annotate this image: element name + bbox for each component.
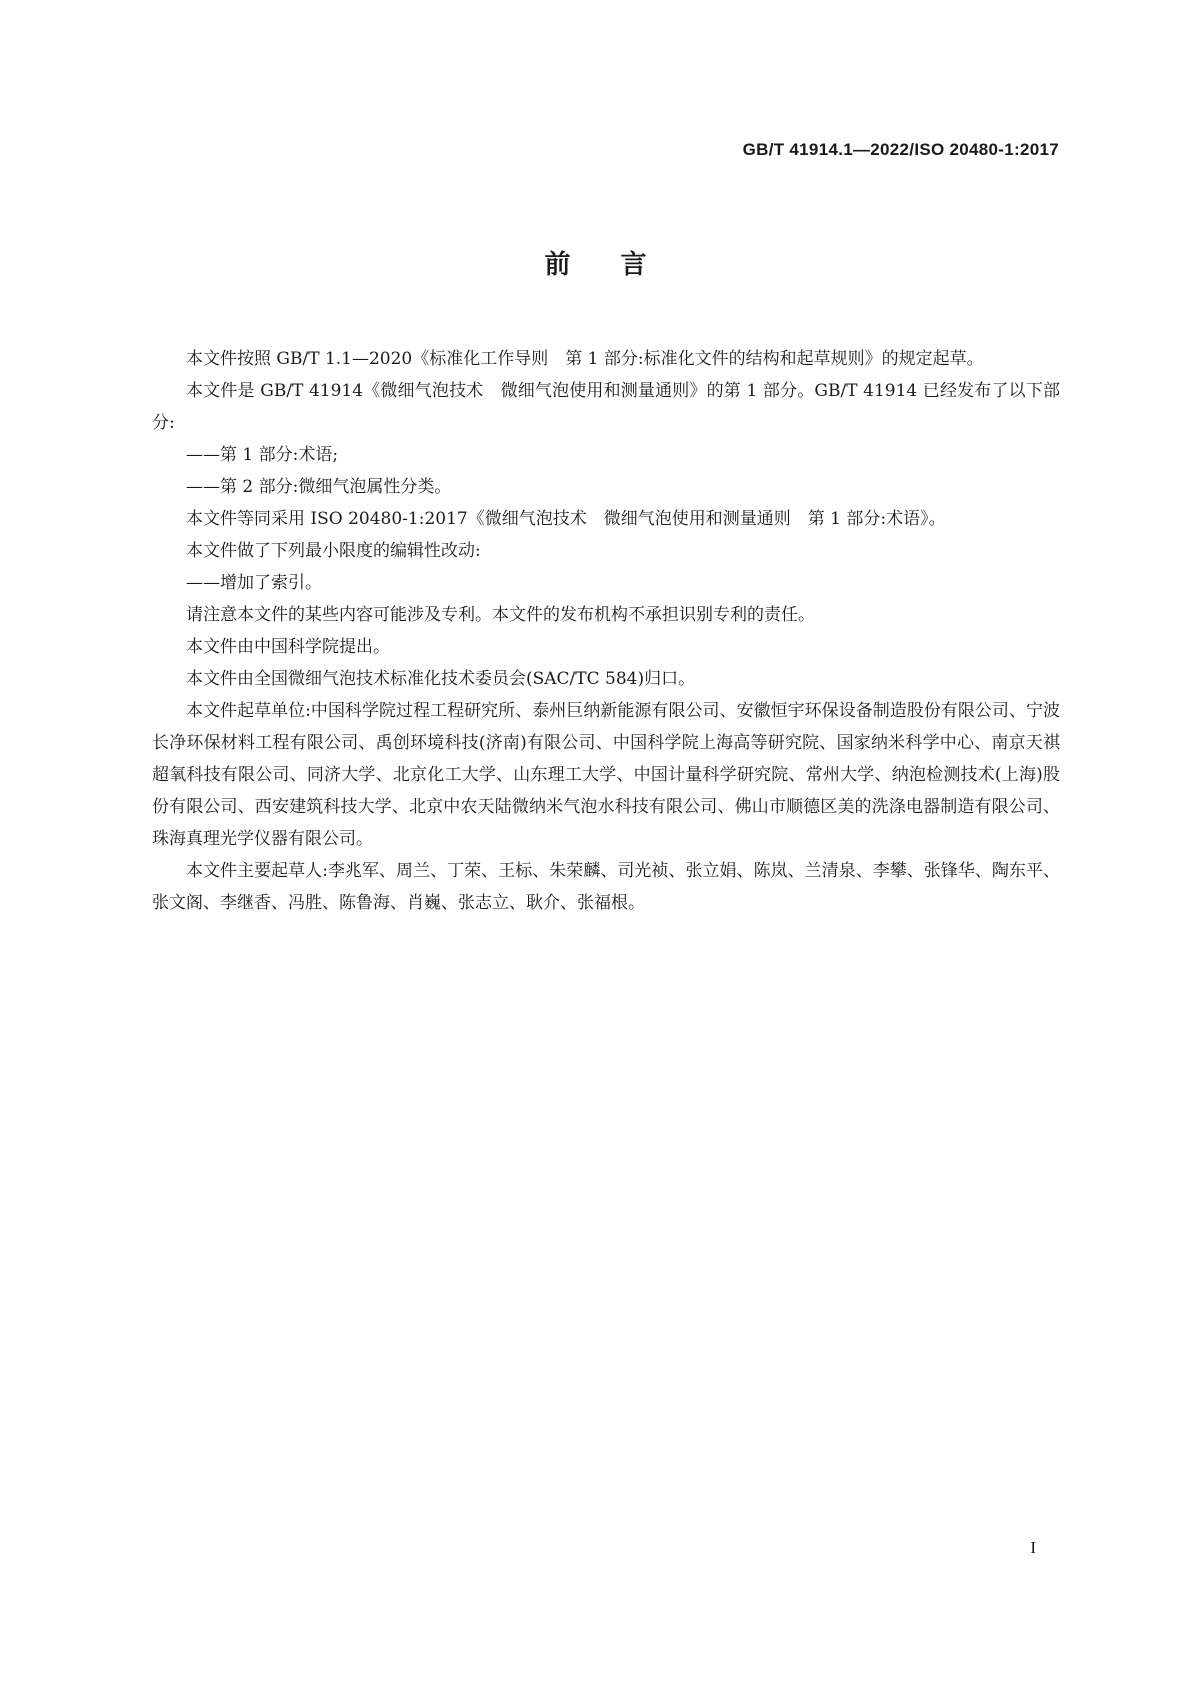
list-item-part-1: ——第 1 部分:术语; bbox=[186, 445, 339, 465]
paragraph-patent-notice: 请注意本文件的某些内容可能涉及专利。本文件的发布机构不承担识别专利的责任。 bbox=[186, 605, 815, 625]
foreword-body bbox=[152, 343, 1060, 919]
paragraph-drafting-units: 本文件起草单位:中国科学院过程工程研究所、泰州巨纳新能源有限公司、安徽恒宇环保设备制造股份有限公司、宁波长净环保材料工程有限公司、禹创环境科技(济南)有限公司、中国科学院上海高等研究院、国家纳米科学中心、南京天祺超氧科技有限公司、同济大学、北京化工大学、山东理工大学、中国计量科学研究院、常州大学、纳泡检测技术(上海)股份有限公司、西安建筑科技大学、北京中农天陆微纳米气泡水科技有限公司、佛山市顺德区美的洗涤电器制造有限公司、珠海真理光学仪器有限公司。 bbox=[152, 701, 1060, 849]
paragraph-drafters: 本文件主要起草人:李兆军、周兰、丁荣、王标、朱荣麟、司光祯、张立娟、陈岚、兰清泉、李攀、张锋华、陶东平、张文阁、李继香、冯胜、陈鲁海、肖巍、张志立、耿介、张福根。 bbox=[152, 861, 1060, 913]
page-number: I bbox=[1030, 1538, 1036, 1557]
list-item-index-added: ——增加了索引。 bbox=[186, 573, 322, 593]
paragraph-committee: 本文件由全国微细气泡技术标准化技术委员会(SAC/TC 584)归口。 bbox=[186, 669, 696, 689]
paragraph-proposer: 本文件由中国科学院提出。 bbox=[186, 637, 390, 657]
paragraph-iso-adoption: 本文件等同采用 ISO 20480-1:2017《微细气泡技术 微细气泡使用和测量通则 第 1 部分:术语》。 bbox=[186, 509, 946, 529]
paragraph-editorial-changes: 本文件做了下列最小限度的编辑性改动: bbox=[186, 541, 481, 561]
paragraph-drafting-rules: 本文件按照 GB/T 1.1—2020《标准化工作导则 第 1 部分:标准化文件的结构和起草规则》的规定起草。 bbox=[186, 349, 984, 369]
page-title: 前言 bbox=[544, 250, 697, 280]
list-item-part-2: ——第 2 部分:微细气泡属性分类。 bbox=[186, 477, 452, 497]
standard-number-header: GB/T 41914.1—2022/ISO 20480-1:2017 bbox=[742, 140, 1059, 159]
paragraph-series-parts: 本文件是 GB/T 41914《微细气泡技术 微细气泡使用和测量通则》的第 1 部分。GB/T 41914 已经发布了以下部分: bbox=[152, 381, 1060, 433]
